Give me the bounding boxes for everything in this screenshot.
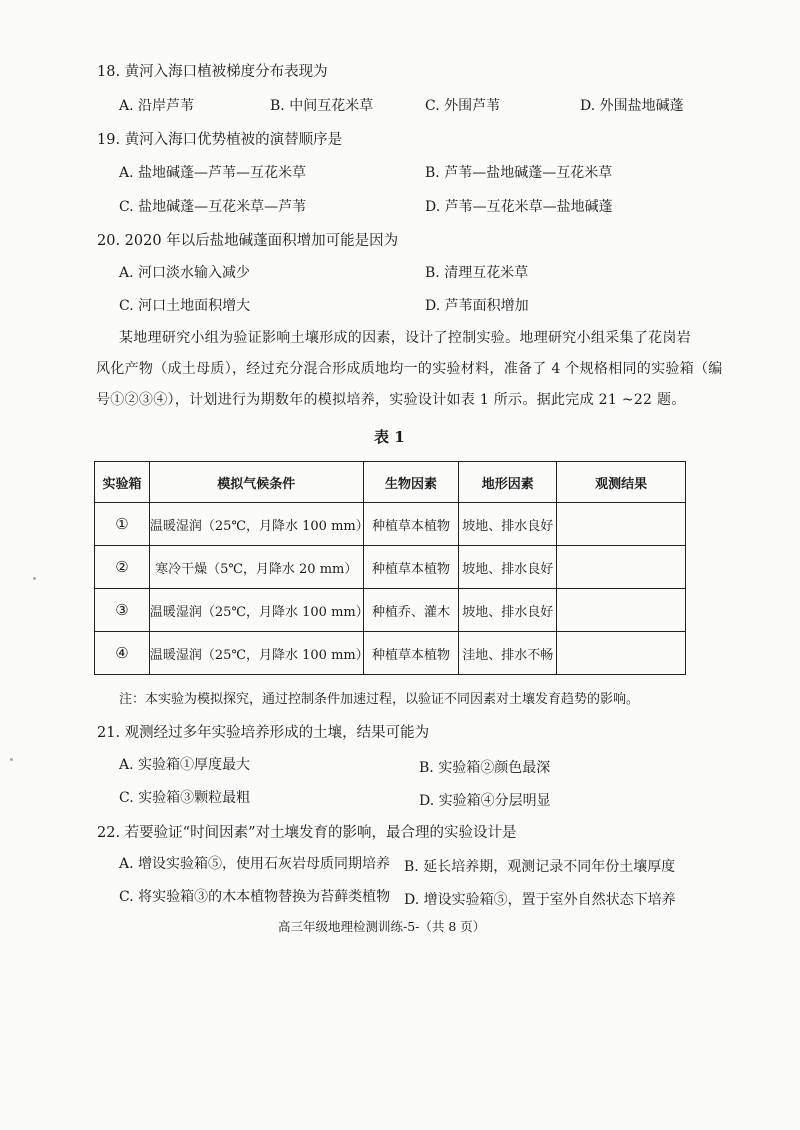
cell-climate: 温暖湿润（25℃，月降水 100 mm） (149, 589, 363, 632)
q18-stem: 18. 黄河入海口植被梯度分布表现为 (97, 64, 328, 80)
q21-option-a: A. 实验箱①厚度最大 (119, 757, 251, 773)
cell-biology: 种植草本植物 (363, 632, 459, 675)
cell-box: ② (95, 546, 150, 589)
cell-result (557, 503, 686, 546)
q20-stem: 20. 2020 年以后盐地碱蓬面积增加可能是因为 (97, 233, 399, 249)
cell-result (557, 632, 686, 675)
passage-line-2: 风化产物（成土母质），经过充分混合形成质地均一的实验材料，准备了 4 个规格相同的实验箱（编 (96, 361, 723, 377)
header-box: 实验箱 (95, 462, 150, 503)
q20-option-a: A. 河口淡水输入减少 (119, 265, 251, 281)
header-terrain: 地形因素 (459, 462, 557, 503)
q20-option-b: B. 清理互花米草 (425, 265, 529, 281)
cell-box: ④ (95, 632, 150, 675)
q20-option-d: D. 芦苇面积增加 (425, 298, 529, 314)
header-climate: 模拟气候条件 (149, 462, 363, 503)
header-result: 观测结果 (557, 462, 686, 503)
q18-option-b: B. 中间互花米草 (270, 98, 374, 114)
q19-option-a: A. 盐地碱蓬—芦苇—互花米草 (119, 165, 307, 181)
q19-option-d: D. 芦苇—互花米草—盐地碱蓬 (425, 199, 613, 215)
q22-stem: 22. 若要验证“时间因素”对土壤发育的影响，最合理的实验设计是 (97, 825, 517, 841)
page-footer: 高三年级地理检测训练-5-（共 8 页） (278, 919, 486, 934)
q19-stem: 19. 黄河入海口优势植被的演替顺序是 (97, 132, 343, 148)
table-header-row (95, 462, 686, 503)
q18-option-c: C. 外围芦苇 (425, 98, 501, 114)
cell-result (557, 546, 686, 589)
q18-option-a: A. 沿岸芦苇 (119, 98, 195, 114)
passage-line-1: 某地理研究小组为验证影响土壤形成的因素，设计了控制实验。地理研究小组采集了花岗岩 (119, 330, 691, 346)
experiment-table (94, 461, 686, 675)
scan-speck (33, 577, 36, 580)
q19-option-b: B. 芦苇—盐地碱蓬—互花米草 (425, 165, 613, 181)
table-caption: 表 1 (374, 428, 405, 446)
q21-option-b: B. 实验箱②颜色最深 (419, 760, 551, 776)
cell-box: ③ (95, 589, 150, 632)
scan-speck (10, 758, 13, 761)
table-row (95, 546, 686, 589)
cell-biology: 种植乔、灌木 (363, 589, 459, 632)
table-note: 注：本实验为模拟探究，通过控制条件加速过程，以验证不同因素对土壤发育趋势的影响。 (119, 692, 640, 707)
q22-option-b: B. 延长培养期，观测记录不同年份土壤厚度 (404, 859, 676, 875)
table-row (95, 589, 686, 632)
q18-option-d: D. 外围盐地碱蓬 (580, 98, 684, 114)
cell-climate: 温暖湿润（25℃，月降水 100 mm） (149, 503, 363, 546)
q21-option-d: D. 实验箱④分层明显 (419, 793, 551, 809)
table-row (95, 503, 686, 546)
cell-climate: 温暖湿润（25℃，月降水 100 mm） (149, 632, 363, 675)
cell-climate: 寒冷干燥（5℃，月降水 20 mm） (149, 546, 363, 589)
q21-option-c: C. 实验箱③颗粒最粗 (119, 790, 251, 806)
passage-line-3: 号①②③④），计划进行为期数年的模拟培养，实验设计如表 1 所示。据此完成 21 ~22 题。 (96, 392, 686, 408)
q22-option-c: C. 将实验箱③的木本植物替换为苔藓类植物 (119, 889, 391, 905)
q20-option-c: C. 河口土地面积增大 (119, 298, 251, 314)
q22-option-d: D. 增设实验箱⑤，置于室外自然状态下培养 (404, 892, 676, 908)
cell-biology: 种植草本植物 (363, 503, 459, 546)
q21-stem: 21. 观测经过多年实验培养形成的土壤，结果可能为 (97, 725, 430, 741)
table-row (95, 632, 686, 675)
cell-terrain: 坡地、排水良好 (459, 503, 557, 546)
header-biology: 生物因素 (363, 462, 459, 503)
cell-box: ① (95, 503, 150, 546)
cell-terrain: 坡地、排水良好 (459, 589, 557, 632)
q19-option-c: C. 盐地碱蓬—互花米草—芦苇 (119, 199, 307, 215)
cell-terrain: 坡地、排水良好 (459, 546, 557, 589)
cell-biology: 种植草本植物 (363, 546, 459, 589)
cell-result (557, 589, 686, 632)
cell-terrain: 洼地、排水不畅 (459, 632, 557, 675)
q22-option-a: A. 增设实验箱⑤，使用石灰岩母质同期培养 (119, 856, 391, 872)
